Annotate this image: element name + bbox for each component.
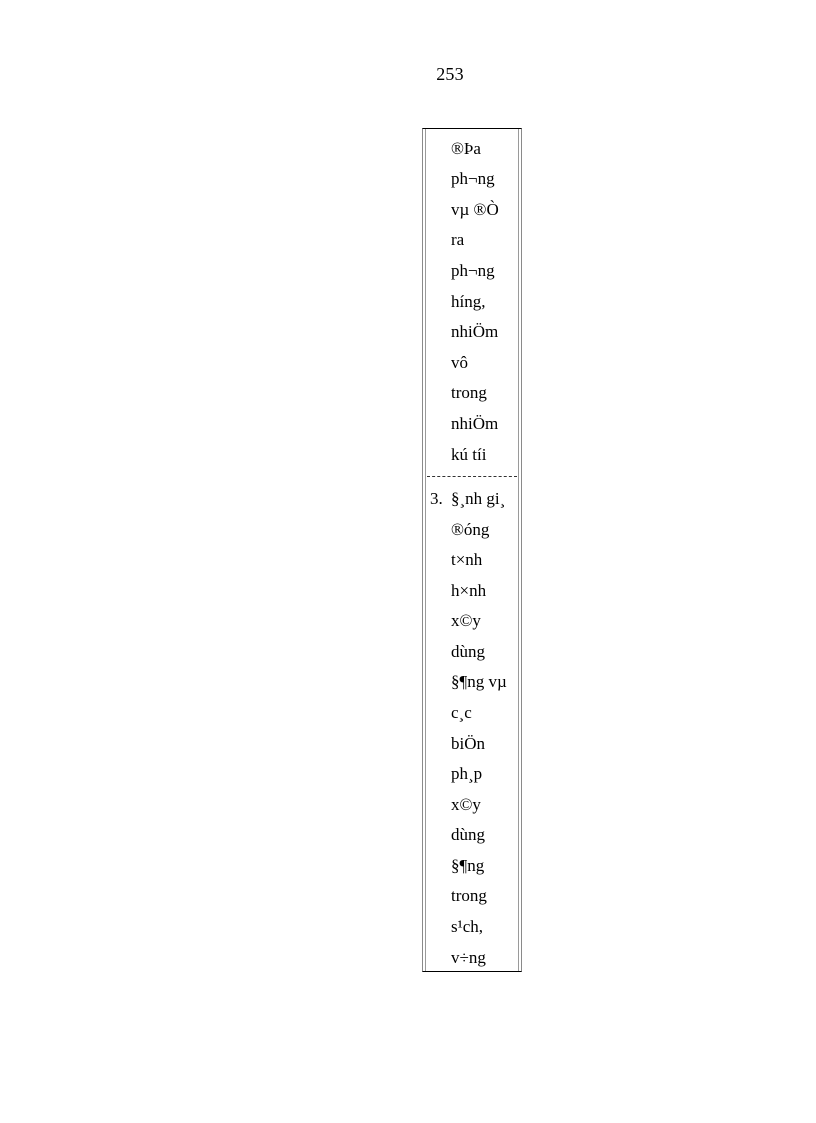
cell-line: ph¬ng bbox=[451, 169, 495, 188]
cell-line: s¹ch, bbox=[451, 917, 484, 936]
cell-line: dùng bbox=[451, 642, 485, 661]
cell-line: trong bbox=[451, 886, 487, 905]
cell-line: nhiÖm bbox=[451, 322, 499, 341]
cell-line: §¶ng vµ bbox=[451, 672, 507, 691]
table-frame bbox=[422, 128, 522, 972]
cell-line: §¶ng bbox=[451, 856, 485, 875]
cell-line: dùng bbox=[451, 825, 485, 844]
cell-line: vµ ®Ò bbox=[451, 200, 499, 219]
cell-line: ®Þa bbox=[451, 139, 481, 158]
cell-line: ra bbox=[451, 230, 465, 249]
cell-line: ®óng bbox=[451, 520, 490, 539]
cell-line: §¸nh gi¸ bbox=[451, 489, 506, 508]
cell-line: ph¬ng bbox=[451, 261, 495, 280]
cell-line: t×nh bbox=[451, 550, 483, 569]
cell-line: nhiÖm bbox=[451, 414, 499, 433]
cell-line: x©y bbox=[451, 611, 481, 630]
cell-line: x©y bbox=[451, 795, 481, 814]
table-cell-2 bbox=[423, 476, 521, 971]
item-number: 3. bbox=[430, 489, 443, 508]
table-cell-1 bbox=[423, 129, 521, 476]
cell-line: h×nh bbox=[451, 581, 487, 600]
cell-line: trong bbox=[451, 383, 487, 402]
cell-line: vô bbox=[451, 353, 468, 372]
cell-line: kú tíi bbox=[451, 445, 487, 464]
cell-line: biÖn bbox=[451, 734, 485, 753]
cell-line: híng, bbox=[451, 292, 486, 311]
cell-line: c¸c bbox=[451, 703, 472, 722]
page-number: 253 bbox=[436, 64, 464, 84]
cell-line: v÷ng bbox=[451, 948, 486, 967]
cell-line: ph¸p bbox=[451, 764, 483, 783]
